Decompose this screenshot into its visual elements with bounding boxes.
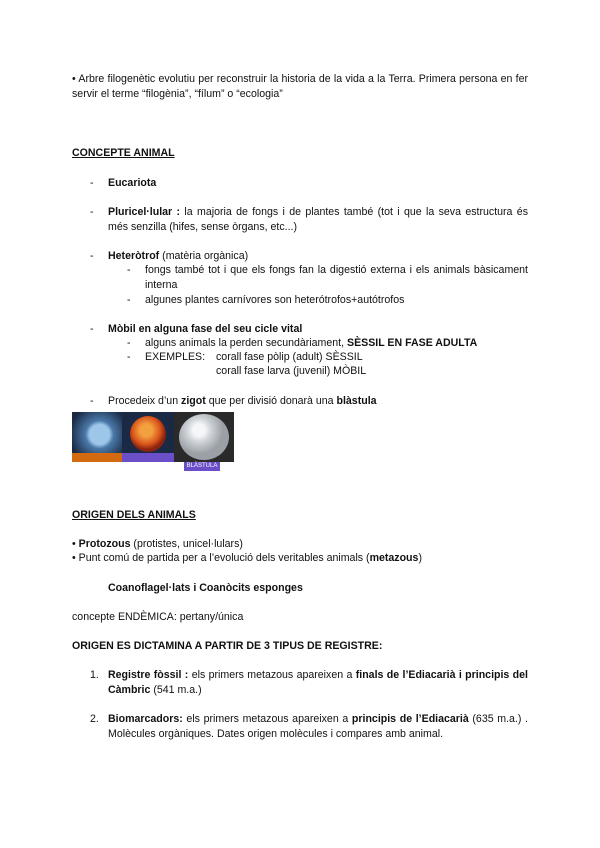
- dash: -: [127, 294, 131, 306]
- metazous-bold: metazous: [369, 552, 419, 564]
- zigot-bold: zigot: [181, 395, 206, 407]
- blastula-bold: blàstula: [336, 395, 377, 407]
- pluricel-label: Pluricel·lular :: [108, 206, 181, 218]
- mobil-sub1: [145, 336, 477, 351]
- cell-division-image: [122, 412, 174, 462]
- zigot-text-c: que per divisió donarà una: [205, 395, 337, 407]
- item-bold: finals de l’Ediacarià i principis del Càmbric: [108, 669, 528, 696]
- blastula-image: [174, 412, 234, 462]
- dash: -: [127, 351, 131, 363]
- mobil-sub1-bold: SÈSSIL EN FASE ADULTA: [347, 337, 478, 349]
- bullet: •: [72, 73, 76, 85]
- dash: -: [127, 264, 131, 276]
- protozous-line: [72, 537, 243, 552]
- heterotrof-sub1: fongs també tot i que els fongs fan la digestió externa i els animals bàsicament interna: [145, 264, 528, 291]
- dash: -: [90, 250, 94, 262]
- item-text: els primers metazous apareixen a: [182, 713, 352, 725]
- image-caption-bar: [72, 453, 122, 462]
- zygote-image: [72, 412, 122, 462]
- image-caption-bar: [122, 453, 174, 462]
- blastula-label: BLÀSTULA: [184, 462, 220, 471]
- pluricel-item: [108, 205, 528, 235]
- list-item-registre-fossil: [108, 668, 528, 698]
- protozous-bold: Protozous: [78, 538, 131, 550]
- heterotrof-sub2: algunes plantes carnívores son heterótrofos+autótrofos: [145, 294, 405, 306]
- metazous-line: [72, 551, 422, 566]
- concepte-heading: CONCEPTE ANIMAL: [72, 147, 175, 159]
- origen-heading: ORIGEN DELS ANIMALS: [72, 509, 196, 521]
- mobil-item: Mòbil en alguna fase del seu cicle vital: [108, 323, 303, 335]
- exemples-line-1: corall fase pòlip (adult) SÈSSIL: [216, 351, 363, 363]
- mobil-sub1-text: alguns animals la perden secundàriament,: [145, 337, 347, 349]
- dash: -: [90, 177, 94, 189]
- item-text-end: (635 m.a.) . Molècules orgàniques. Dates origen molècules i compares amb animal.: [108, 713, 528, 740]
- endemica-line: concepte ENDÈMICA: pertany/única: [72, 611, 244, 623]
- item-text-end: (541 m.a.): [150, 684, 202, 696]
- bullet: •: [72, 538, 76, 550]
- dash: -: [90, 323, 94, 335]
- list-item-biomarcadors: [108, 712, 528, 742]
- metazous-text-a: Punt comú de partida per a l’evolució dels veritables animals (: [78, 552, 370, 564]
- list-number: 2.: [90, 713, 99, 725]
- item-label: Registre fòssil :: [108, 669, 189, 681]
- heterotrof-item: [108, 249, 248, 264]
- dash: -: [127, 337, 131, 349]
- zigot-item: [108, 394, 377, 409]
- intro-paragraph: [72, 72, 528, 102]
- item-label: Biomarcadors:: [108, 713, 183, 725]
- dash: -: [90, 206, 94, 218]
- eucariota-item: Eucariota: [108, 177, 157, 189]
- coanoflagelats-heading: Coanoflagel·lats i Coanòcits esponges: [108, 582, 303, 594]
- metazous-text-c: ): [418, 552, 422, 564]
- list-number: 1.: [90, 669, 99, 681]
- blastula-sphere: [179, 414, 229, 460]
- exemples-label: EXEMPLES:: [145, 351, 206, 363]
- item-bold: principis de l’Ediacarià: [351, 713, 469, 725]
- protozous-text: (protistes, unicel·lulars): [130, 538, 243, 550]
- bullet: •: [72, 552, 76, 564]
- item-text: els primers metazous apareixen a: [188, 669, 356, 681]
- heterotrof-label: Heteròtrof: [108, 250, 160, 262]
- registre-heading: ORIGEN ES DICTAMINA A PARTIR DE 3 TIPUS DE REGISTRE:: [72, 640, 383, 652]
- heterotrof-text: (matèria orgànica): [159, 250, 249, 262]
- intro-text: Arbre filogenètic evolutiu per reconstruir la historia de la vida a la Terra. Primera persona en fer servir el terme “filogènia”, “fílum” o “ecologia”: [72, 73, 528, 100]
- pluricel-text: la majoria de fongs i de plantes també (tot i que la seva estructura és més senzilla (hifes, sense òrgans, etc...): [108, 206, 528, 233]
- zigot-text-a: Procedeix d’un: [108, 395, 182, 407]
- dash: -: [90, 395, 94, 407]
- cell-circle: [130, 416, 166, 452]
- exemples-line-2: corall fase larva (juvenil) MÒBIL: [216, 365, 367, 377]
